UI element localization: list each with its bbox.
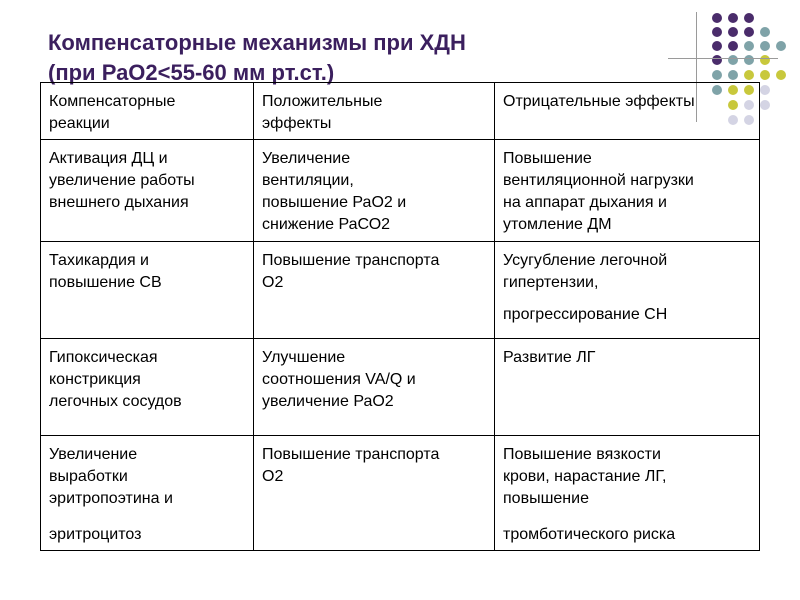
cell-text: Повышение транспорта [262,252,440,269]
decor-dot [728,55,738,65]
cell-text: реакции [49,115,110,132]
table-cell [495,140,760,242]
table-cell [254,436,495,551]
decor-dot [776,41,786,51]
decor-dot [744,70,754,80]
cell-text: Увеличение [262,150,351,167]
decor-dot [744,13,754,23]
cell-text: повышение СВ [49,274,162,291]
cell-text: увеличение работы [49,172,195,189]
cell-text: О2 [262,468,284,485]
cell-text: повышение РаО2 и [262,194,407,211]
table-cell [495,242,760,339]
cell-text: соотношения VA/Q и [262,371,416,388]
header-cell-positive [254,83,495,140]
decor-dot [776,70,786,80]
cell-text: эффекты [262,115,332,132]
cell-text: снижение РаСО2 [262,216,391,233]
decor-dot [760,55,770,65]
cell-text: Отрицательные эффекты [503,93,695,110]
cell-text: О2 [262,274,284,291]
decor-dot [728,70,738,80]
table-cell [254,339,495,436]
cell-text: Активация ДЦ и [49,150,168,167]
decor-horizontal-line [668,58,778,59]
cell-text: утомление ДМ [503,216,612,233]
table-row [41,339,760,436]
decor-dot [728,27,738,37]
decor-dot [712,27,722,37]
table-cell [41,339,254,436]
decor-dot [712,13,722,23]
decor-dot [728,13,738,23]
cell-text: повышение [503,490,589,507]
table-cell [41,140,254,242]
cell-text: внешнего дыхания [49,194,189,211]
cell-text: Развитие ЛГ [503,349,596,366]
cell-text: Повышение [503,150,592,167]
header-cell-reactions [41,83,254,140]
table-row [41,140,760,242]
decor-dot [744,55,754,65]
table-cell [495,436,760,551]
cell-text: тромботического риска [503,526,676,543]
cell-text: вентиляции, [262,172,354,189]
decor-dot [744,41,754,51]
decor-dot [728,41,738,51]
decor-dot [744,27,754,37]
cell-text: Компенсаторные [49,93,176,110]
cell-text: Гипоксическая [49,349,158,366]
decor-dot [712,41,722,51]
title-line-2: (при РаО2<55-60 мм рт.ст.) [48,60,335,85]
cell-text: вентиляционной нагрузки [503,172,694,189]
decor-dot [712,55,722,65]
decor-dot [760,85,770,95]
table-header-row [41,83,760,140]
decor-dot [760,27,770,37]
decor-dot [760,70,770,80]
table-cell [495,339,760,436]
cell-text: Положительные [262,93,383,110]
cell-text: констрикция [49,371,141,388]
cell-text: на аппарат дыхания и [503,194,667,211]
table-cell [41,436,254,551]
cell-text: Тахикардия и [49,252,149,269]
header-cell-negative [495,83,760,140]
decor-dot [760,100,770,110]
table-row [41,436,760,551]
cell-text: Увеличение [49,446,138,463]
decor-dot [760,41,770,51]
compensatory-mechanisms-table [40,82,760,551]
table-row [41,242,760,339]
cell-text: эритроцитоз [49,526,142,543]
title-line-1: Компенсаторные механизмы при ХДН [48,30,466,55]
cell-text: прогрессирование СН [503,306,668,323]
cell-text: выработки [49,468,128,485]
cell-text: легочных сосудов [49,393,182,410]
cell-text: крови, нарастание ЛГ, [503,468,667,485]
cell-text: Повышение транспорта [262,446,440,463]
cell-text: Улучшение [262,349,346,366]
cell-text: Усугубление легочной [503,252,668,269]
table-cell [254,242,495,339]
cell-text: гипертензии, [503,274,599,291]
decor-dot [712,70,722,80]
table-cell [254,140,495,242]
cell-text: эритропоэтина и [49,490,173,507]
slide-title [48,28,466,88]
table-cell [41,242,254,339]
cell-text: увеличение РаО2 [262,393,394,410]
cell-text: Повышение вязкости [503,446,661,463]
